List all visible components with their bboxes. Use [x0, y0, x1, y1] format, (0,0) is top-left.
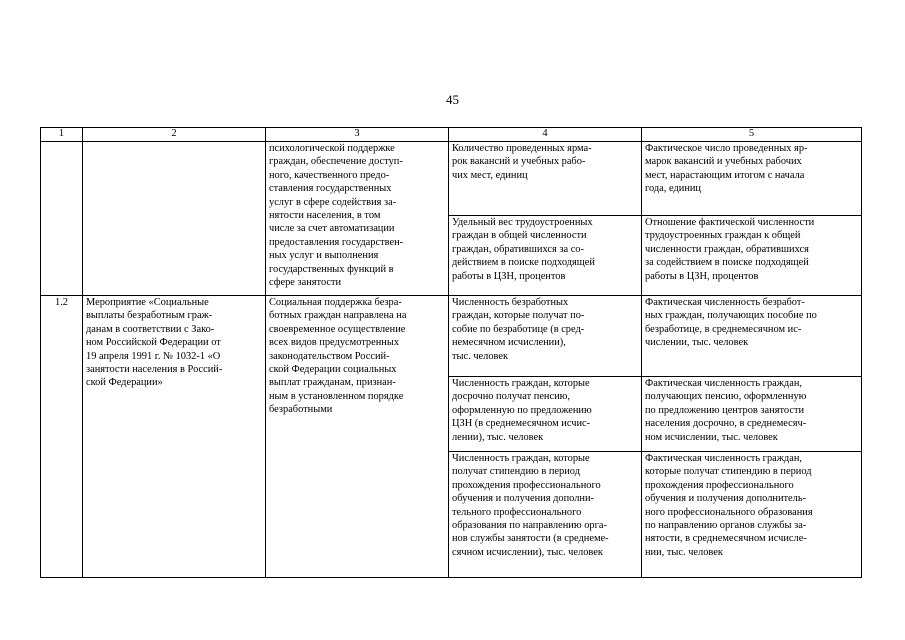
table-row — [41, 142, 862, 216]
indicator-name-cell — [449, 452, 642, 578]
indicator-name-text: Численность граждан, которые досрочно получат пенсию, оформленную по предложению ЦЗН (в среднемесячном исчис- лении), тыс. человек — [452, 378, 592, 443]
measure-description-cell — [266, 142, 449, 296]
indicator-method-text: Фактическая численность граждан, которые получат стипендию в период прохождения профессионального обучения и получения дополнитель- ного профессионального образования по направлению органов службы за- нятости, в среднемесячном исчисле- нии, тыс. человек — [645, 453, 813, 558]
header-col-5: 5 — [642, 128, 862, 142]
measure-description-text: психологической поддержке граждан, обеспечение доступ- ного, качественного предо- ставления государственных услуг в сфере содействия за- нятости населения, в том числе за счет автоматизации предоставления государствен- ных услуг и выполнения государственных функций в сфере занятости — [269, 143, 404, 289]
indicator-method-text: Фактическое число проведенных яр- марок вакансий и учебных рабочих мест, нарастающим итогом с начала года, единиц — [645, 143, 808, 195]
measure-name-cell — [83, 142, 266, 296]
indicator-method-text: Фактическая численность граждан, получающих пенсию, оформленную по предложению центров занятости населения досрочно, в среднемесяч- ном исчислении, тыс. человек — [645, 378, 807, 443]
program-indicators-table — [40, 127, 862, 578]
indicator-method-text: Отношение фактической численности трудоустроенных граждан к общей численности граждан, обратившихся за содействием в поиске подходящей работы в ЦЗН, процентов — [645, 217, 815, 282]
indicator-method-cell — [642, 216, 862, 296]
measure-description-text: Социальная поддержка безра- ботных граждан направлена на своевременное осуществление всех видов предусмотренных законодательством Россий- ской Федерации социальных выплат гражданам, признан- ным в установленном порядке безработными — [269, 297, 407, 416]
indicator-method-cell — [642, 377, 862, 452]
measure-name-text: Мероприятие «Социальные выплаты безработным граж- данам в соответствии с Зако- ном Российской Федерации от 19 апреля 1991 г. № 1032-1 «О занятости населения в Россий- ской Федерации» — [86, 297, 223, 389]
page-number: 45 — [446, 92, 459, 107]
measure-description-cell — [266, 296, 449, 578]
indicator-name-cell — [449, 142, 642, 216]
indicator-method-cell — [642, 452, 862, 578]
header-col-2: 2 — [83, 128, 266, 142]
row-number-cell: 1.2 — [41, 296, 83, 578]
indicator-method-cell — [642, 142, 862, 216]
indicator-name-text: Количество проведенных ярма- рок вакансий и учебных рабо- чих мест, единиц — [452, 143, 592, 181]
header-col-4: 4 — [449, 128, 642, 142]
indicator-method-cell — [642, 296, 862, 377]
measure-name-cell — [83, 296, 266, 578]
indicator-name-text: Удельный вес трудоустроенных граждан в общей численности граждан, обратившихся за со- действием в поиске подходящей работы в ЦЗН, процентов — [452, 217, 595, 282]
indicator-name-cell — [449, 296, 642, 377]
indicator-name-cell — [449, 377, 642, 452]
table-header-row — [41, 128, 862, 142]
indicator-method-text: Фактическая численность безработ- ных граждан, получающих пособие по безработице, в среднемесячном ис- числении, тыс. человек — [645, 297, 817, 349]
table-row — [41, 296, 862, 377]
indicator-name-text: Численность безработных граждан, которые получат по- собие по безработице (в сред- немесячном исчислении), тыс. человек — [452, 297, 585, 362]
row-number-cell — [41, 142, 83, 296]
header-col-1: 1 — [41, 128, 83, 142]
indicator-name-text: Численность граждан, которые получат стипендию в период прохождения профессионального обучения и получения дополни- тельного профессионального образования по направлению орга- нов службы занятости (в среднеме- сячном исчислении), тыс. человек — [452, 453, 609, 558]
indicator-name-cell — [449, 216, 642, 296]
header-col-3: 3 — [266, 128, 449, 142]
